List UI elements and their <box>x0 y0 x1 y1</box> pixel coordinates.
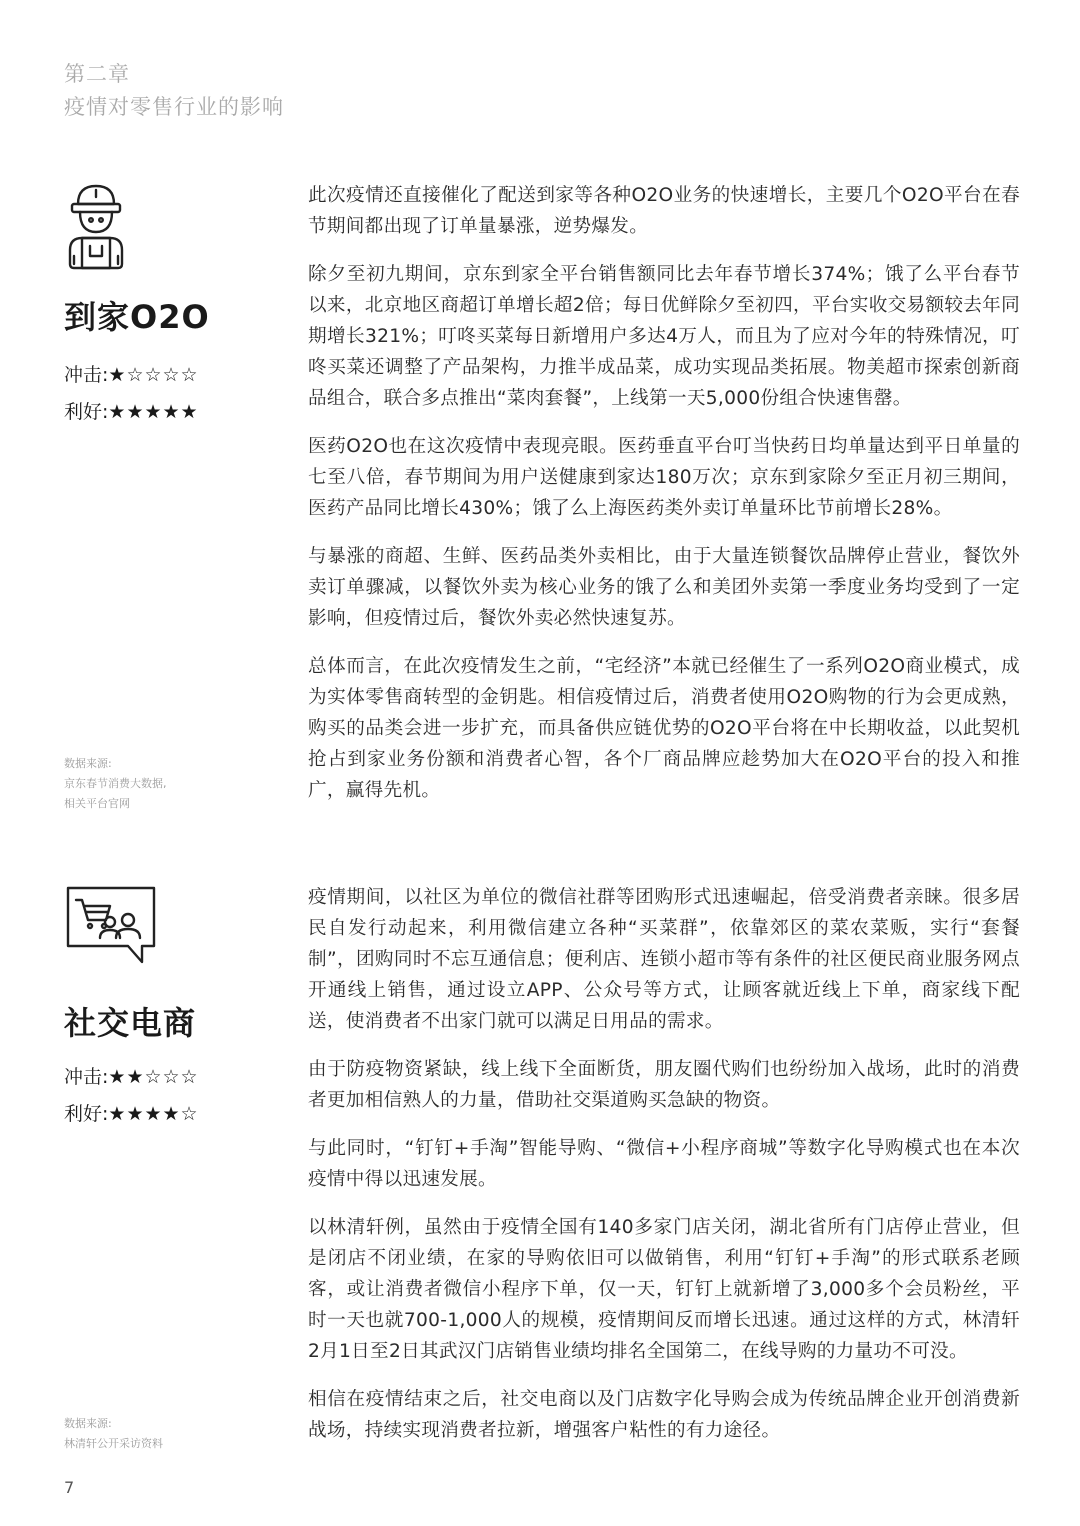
benefit-stars: ★★★★★ <box>108 401 199 423</box>
source-line: 相关平台官网 <box>64 797 130 810</box>
chapter-subtitle: 疫情对零售行业的影响 <box>64 95 284 119</box>
section-body <box>308 882 1020 1463</box>
source-label: 数据来源: <box>64 757 112 770</box>
source-line: 京东春节消费大数据, <box>64 777 167 790</box>
benefit-rating <box>64 1099 199 1126</box>
page-number: 7 <box>64 1478 75 1497</box>
impact-label: 冲击: <box>64 1066 109 1088</box>
source-line: 林清轩公开采访资料 <box>64 1437 163 1450</box>
section-title: 社交电商 <box>64 1004 197 1042</box>
section-title: 到家O2O <box>64 298 210 336</box>
paragraph: 医药O2O也在这次疫情中表现亮眼。医药垂直平台叮当快药日均单量达到平日单量的七至八倍，春节期间为用户送健康到家达180万次；京东到家除夕至正月初三期间，医药产品同比增长430%；饿了么上海医药类外卖订单量环比节前增长28%。 <box>308 436 1020 519</box>
paragraph: 总体而言，在此次疫情发生之前，“宅经济”本就已经催生了一系列O2O商业模式，成为实体零售商转型的金钥匙。相信疫情过后，消费者使用O2O购物的行为会更成熟，购买的品类会进一步扩充，而具备供应链优势的O2O平台将在中长期收益，以此契机抢占到家业务份额和消费者心智，各个厂商品牌应趁势加大在O2O平台的投入和推广，赢得先机。 <box>308 656 1020 801</box>
data-source-note <box>64 754 167 814</box>
social-commerce-chat-icon <box>64 882 160 968</box>
source-label: 数据来源: <box>64 1417 112 1430</box>
paragraph: 此次疫情还直接催化了配送到家等各种O2O业务的快速增长，主要几个O2O平台在春节期间都出现了订单量暴涨，逆势爆发。 <box>308 185 1020 237</box>
impact-label: 冲击: <box>64 364 109 386</box>
benefit-stars: ★★★★☆ <box>108 1103 199 1125</box>
delivery-person-icon <box>64 180 128 276</box>
paragraph: 相信在疫情结束之后，社交电商以及门店数字化导购会成为传统品牌企业开创消费新战场，持续实现消费者拉新，增强客户粘性的有力途径。 <box>308 1389 1020 1441</box>
paragraph: 以林清轩例，虽然由于疫情全国有140多家门店关闭，湖北省所有门店停止营业，但是闭店不闭业绩，在家的导购依旧可以做销售，利用“钉钉+手淘”的形式联系老顾客，或让消费者微信小程序下单，仅一天，钉钉上就新增了3,000多个会员粉丝，平时一天也就700-1,000人的规模，疫情期间反而增长迅速。通过这样的方式，林清轩2月1日至2日其武汉门店销售业绩均排名全国第二，在线导购的力量功不可没。 <box>308 1217 1020 1362</box>
paragraph: 与暴涨的商超、生鲜、医药品类外卖相比，由于大量连锁餐饮品牌停止营业，餐饮外卖订单骤减，以餐饮外卖为核心业务的饿了么和美团外卖第一季度业务均受到了一定影响，但疫情过后，餐饮外卖必然快速复苏。 <box>308 546 1020 629</box>
impact-rating <box>64 360 199 387</box>
benefit-rating <box>64 397 199 424</box>
section-body <box>308 180 1020 823</box>
impact-rating <box>64 1062 199 1089</box>
paragraph: 与此同时，“钉钉+手淘”智能导购、“微信+小程序商城”等数字化导购模式也在本次疫情中得以迅速发展。 <box>308 1138 1020 1190</box>
paragraph: 由于防疫物资紧缺，线上线下全面断货，朋友圈代购们也纷纷加入战场，此时的消费者更加相信熟人的力量，借助社交渠道购买急缺的物资。 <box>308 1059 1020 1111</box>
page-header <box>64 58 284 124</box>
paragraph: 疫情期间，以社区为单位的微信社群等团购形式迅速崛起，倍受消费者亲睐。很多居民自发行动起来，利用微信建立各种“买菜群”，依靠郊区的菜农菜贩，实行“套餐制”，团购同时不忘互通信息；便利店、连锁小超市等有条件的社区便民商业服务网点开通线上销售，通过设立APP、公众号等方式，让顾客就近线上下单，商家线下配送，使消费者不出家门就可以满足日用品的需求。 <box>308 887 1020 1032</box>
impact-stars: ★☆☆☆☆ <box>108 364 199 386</box>
paragraph: 除夕至初九期间，京东到家全平台销售额同比去年春节增长374%；饿了么平台春节以来，北京地区商超订单增长超2倍；每日优鲜除夕至初四，平台实收交易额较去年同期增长321%；叮咚买菜每日新增用户多达4万人，而且为了应对今年的特殊情况，叮咚买菜还调整了产品架构，力推半成品菜，成功实现品类拓展。物美超市探索创新商品组合，联合多点推出“菜肉套餐”，上线第一天5,000份组合快速售罄。 <box>308 264 1020 409</box>
impact-stars: ★★☆☆☆ <box>108 1066 199 1088</box>
chapter-label: 第二章 <box>64 62 130 86</box>
data-source-note <box>64 1414 163 1454</box>
benefit-label: 利好: <box>64 401 109 423</box>
benefit-label: 利好: <box>64 1103 109 1125</box>
